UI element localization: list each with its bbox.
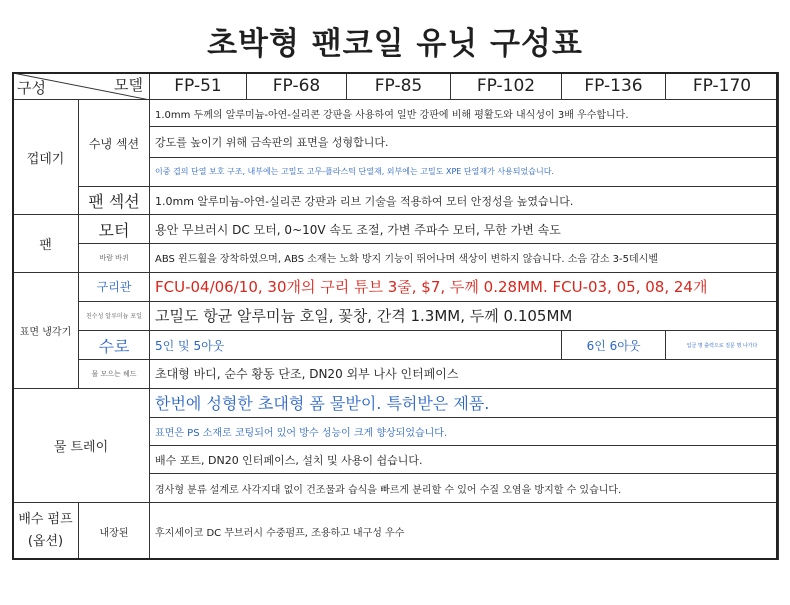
model-header: FP-102 (451, 73, 562, 100)
water-section-line: 1.0mm 두께의 알루미늄-아연-실리콘 강판을 사용하여 일반 강판에 비해 평활도와 내식성이 3배 우수합니다. (150, 100, 779, 127)
water-section-line: 이중 겹의 단열 보호 구조, 내부에는 고밀도 고무-플라스틱 단열재, 외부에는 고밀도 XPE 단열재가 사용되었습니다. (150, 157, 779, 186)
model-header: FP-136 (562, 73, 666, 100)
copper-label: 구리관 (79, 272, 150, 301)
waterway-text-b: 6인 6아웃 (562, 331, 666, 360)
motor-label: 모터 (79, 215, 150, 244)
waterway-text-a: 5인 및 5아웃 (150, 331, 562, 360)
coil-category: 표면 냉각기 (13, 272, 79, 388)
model-header: FP-68 (247, 73, 347, 100)
spec-table (12, 72, 779, 560)
header-label: 물 모으는 헤드 (79, 360, 150, 388)
wheel-text: ABS 윈드휠을 장착하였으며, ABS 소재는 노화 방지 기능이 뛰어나며 색상이 변하지 않습니다. 소음 감소 3-5데시벨 (150, 244, 779, 272)
copper-text: FCU-04/06/10, 30개의 구리 튜브 3줄, $7, 두께 0.28MM. FCU-03, 05, 08, 24개 (150, 272, 779, 301)
header-row (13, 73, 779, 100)
pump-text: 후지세이코 DC 무브러시 수중펌프, 조용하고 내구성 우수 (150, 503, 779, 560)
header-corner-cell (13, 73, 150, 100)
tray-line: 한번에 성형한 초대형 폼 물받이. 특허받은 제품. (150, 388, 779, 417)
model-label: 모델 (114, 76, 143, 94)
fan-category: 팬 (13, 215, 79, 272)
pump-label: 배수 펌프 (18, 512, 73, 528)
model-header: FP-170 (666, 73, 779, 100)
header-text: 초대형 바디, 순수 황동 단조, DN20 외부 나사 인터페이스 (150, 360, 779, 388)
fan-section-text: 1.0mm 알루미늄-아연-실리콘 강판과 리브 기술을 적용하여 모터 안정성을 높였습니다. (150, 186, 779, 214)
waterway-note: 입금 명 출력으로 질문 명 나가다 (666, 331, 779, 360)
pump-category (13, 503, 79, 560)
fan-section-label: 팬 섹션 (79, 186, 150, 214)
page-title: 초박형 팬코일 유닛 구성표 (207, 26, 583, 62)
motor-text: 용안 무브러시 DC 모터, 0~10V 속도 조절, 가변 주파수 모터, 무한 가변 속도 (150, 215, 779, 244)
water-section-label: 수냉 섹션 (79, 100, 150, 187)
tray-category: 물 트레이 (13, 388, 150, 503)
composition-label: 구성 (17, 79, 46, 98)
casing-category: 껍데기 (13, 100, 79, 215)
pump-sub-label: 내장된 (79, 503, 150, 560)
tray-line: 경사형 분류 설계로 사각지대 없이 건조물과 습식을 빠르게 분리할 수 있어 수질 오염을 방지할 수 있습니다. (150, 474, 779, 503)
tray-line: 배수 포트, DN20 인터페이스, 설치 및 사용이 쉽습니다. (150, 445, 779, 473)
water-section-line: 강도를 높이기 위해 금속판의 표면을 성형합니다. (150, 127, 779, 157)
wheel-label: 바람 바퀴 (79, 244, 150, 272)
model-header: FP-51 (150, 73, 247, 100)
pump-option-label: (옵션) (27, 534, 64, 550)
model-header: FP-85 (347, 73, 451, 100)
fin-text: 고밀도 항균 알루미늄 호일, 꽃창, 간격 1.3MM, 두께 0.105MM (150, 301, 779, 330)
tray-line: 표면은 PS 소재로 코팅되어 있어 방수 성능이 크게 향상되었습니다. (150, 417, 779, 445)
fin-label: 친수성 알루미늄 포일 (79, 301, 150, 330)
waterway-label: 수로 (79, 331, 150, 360)
